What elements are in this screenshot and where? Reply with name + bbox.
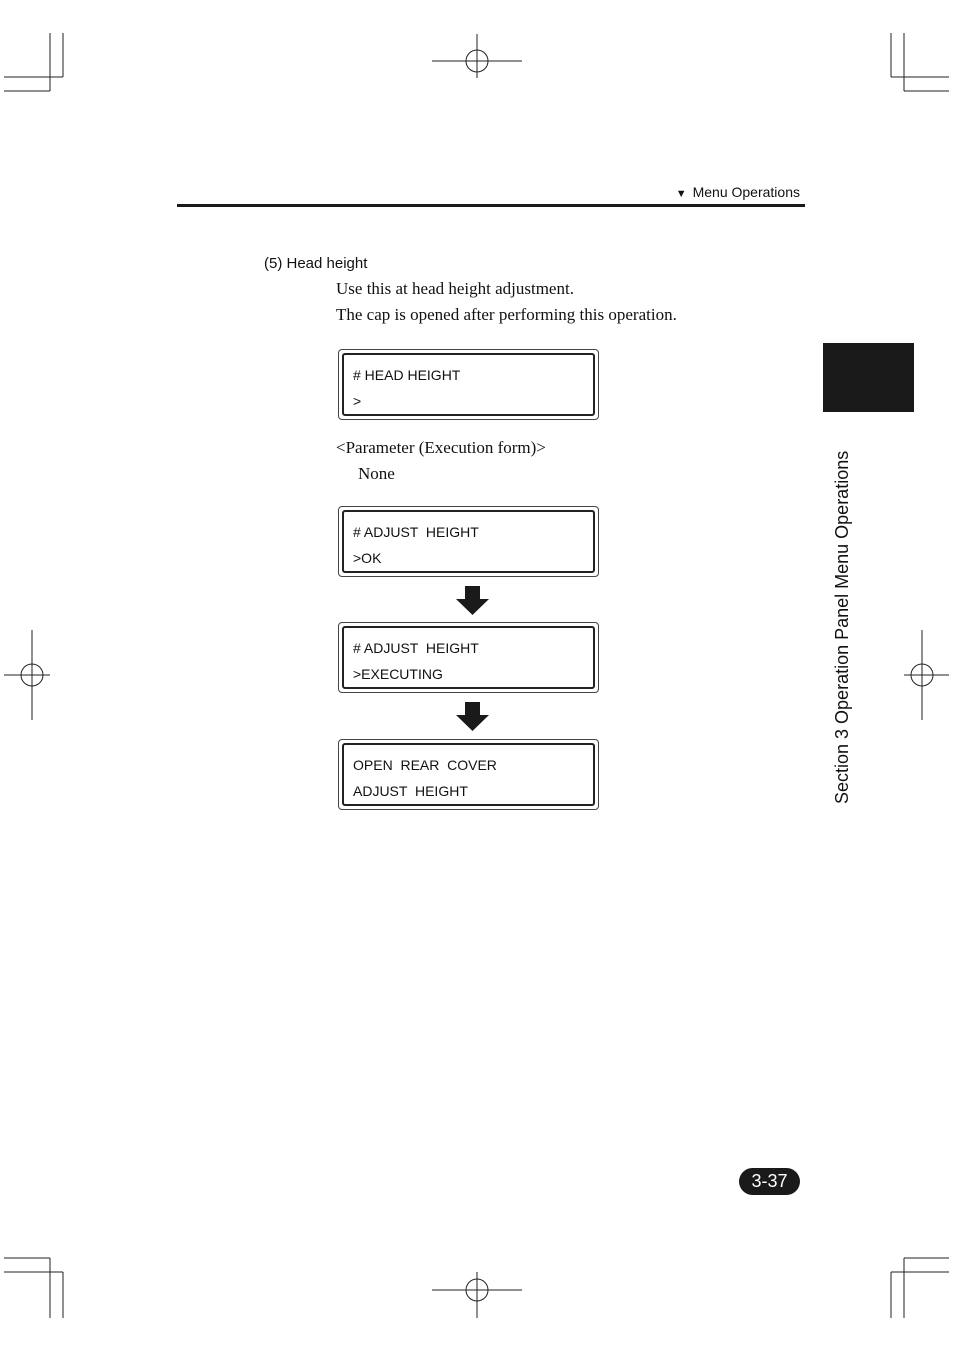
arrow-down-icon xyxy=(456,702,489,731)
lcd-screen xyxy=(342,510,595,573)
section-tab xyxy=(823,343,914,412)
parameter-label: <Parameter (Execution form)> xyxy=(336,438,546,457)
page-number: 3-37 xyxy=(739,1168,800,1195)
lcd-screen xyxy=(342,353,595,416)
lcd-line-1: OPEN REAR COVER xyxy=(353,757,497,773)
subsection-heading: (5) Head height xyxy=(264,255,368,272)
lcd-display-open-rear-cover xyxy=(338,739,599,810)
lcd-display-adjust-ok xyxy=(338,506,599,577)
lcd-display-head-height xyxy=(338,349,599,420)
lcd-line-1: # ADJUST HEIGHT xyxy=(353,640,479,656)
lcd-line-1: # ADJUST HEIGHT xyxy=(353,524,479,540)
lcd-line-2: >OK xyxy=(353,550,382,566)
lcd-line-1: # HEAD HEIGHT xyxy=(353,367,461,383)
running-header-title: Menu Operations xyxy=(692,184,800,200)
lcd-line-2: ADJUST HEIGHT xyxy=(353,783,468,799)
description-line-1: Use this at head height adjustment. xyxy=(336,279,574,298)
description-line-2: The cap is opened after performing this operation. xyxy=(336,305,677,324)
running-header xyxy=(676,184,800,200)
lcd-screen xyxy=(342,626,595,689)
lcd-screen xyxy=(342,743,595,806)
lcd-display-adjust-executing xyxy=(338,622,599,693)
parameter-value: None xyxy=(358,464,395,483)
triangle-down-icon: ▼ xyxy=(675,188,687,200)
lcd-line-2: > xyxy=(353,393,362,409)
arrow-down-icon xyxy=(456,586,489,615)
section-side-title: Section 3 Operation Panel Menu Operations xyxy=(832,450,852,804)
header-rule xyxy=(177,204,805,207)
lcd-line-2: >EXECUTING xyxy=(353,666,443,682)
